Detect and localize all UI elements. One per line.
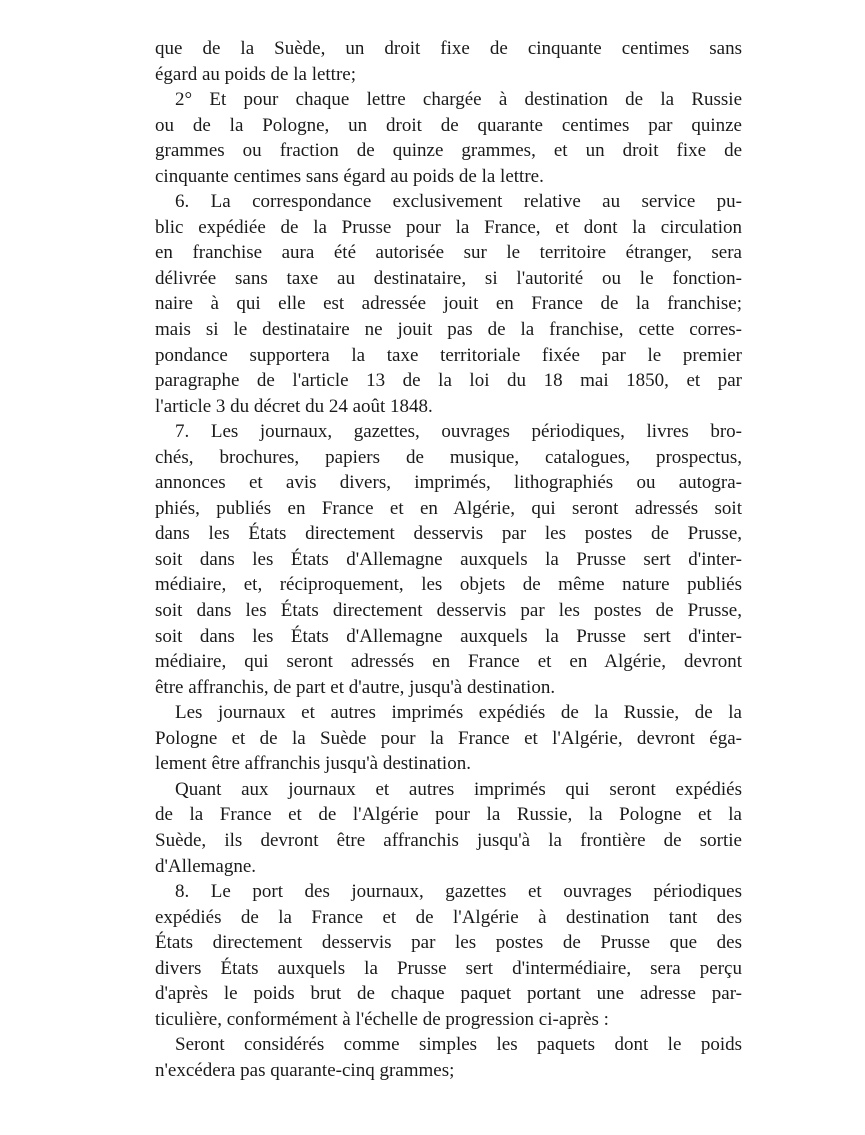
text-line: chés, brochures, papiers de musique, catalogues, prospectus, — [155, 446, 742, 468]
text-line: pondance supportera la taxe territoriale fixée par le premier — [155, 344, 742, 366]
text-line: grammes ou fraction de quinze grammes, et un droit fixe de — [155, 140, 742, 162]
text-line: n'excédera pas quarante-cinq grammes; — [155, 1059, 455, 1081]
text-line: divers États auxquels la Prusse sert d'intermédiaire, sera perçu — [155, 957, 742, 979]
text-line: délivrée sans taxe au destinataire, si l'autorité ou le fonction- — [155, 267, 742, 289]
text-line: d'Allemagne. — [155, 855, 257, 877]
text-line: Pologne et de la Suède pour la France et l'Algérie, devront éga- — [155, 727, 742, 749]
text-line: 2° Et pour chaque lettre chargée à destination de la Russie — [175, 89, 742, 111]
text-line: États directement desservis par les postes de Prusse que des — [155, 932, 742, 954]
text-line: cinquante centimes sans égard au poids de la lettre. — [155, 165, 544, 187]
text-line: lement être affranchis jusqu'à destination. — [155, 753, 471, 775]
text-line: Quant aux journaux et autres imprimés qui seront expédiés — [175, 778, 742, 800]
text-line: de la France et de l'Algérie pour la Russie, la Pologne et la — [155, 804, 742, 826]
text-line: l'article 3 du décret du 24 août 1848. — [155, 395, 433, 417]
text-line: en franchise aura été autorisée sur le territoire étranger, sera — [155, 242, 742, 264]
text-line: soit dans les États d'Allemagne auxquels la Prusse sert d'inter- — [155, 625, 742, 647]
text-line: 8. Le port des journaux, gazettes et ouvrages périodiques — [175, 881, 742, 903]
text-line: soit dans les États d'Allemagne auxquels la Prusse sert d'inter- — [155, 548, 742, 570]
text-line: d'après le poids brut de chaque paquet portant une adresse par- — [155, 983, 742, 1005]
text-line: paragraphe de l'article 13 de la loi du 18 mai 1850, et par — [155, 370, 742, 392]
text-line: dans les États directement desservis par les postes de Prusse, — [155, 523, 742, 545]
text-line: médiaire, et, réciproquement, les objets de même nature publiés — [155, 574, 742, 596]
text-line: être affranchis, de part et d'autre, jusqu'à destination. — [155, 676, 556, 698]
text-line: Les journaux et autres imprimés expédiés de la Russie, de la — [175, 702, 742, 724]
text-line: médiaire, qui seront adressés en France et en Algérie, devront — [155, 651, 742, 673]
text-line: Suède, ils devront être affranchis jusqu'à la frontière de sortie — [155, 829, 742, 851]
text-line: égard au poids de la lettre; — [155, 63, 357, 85]
text-line: que de la Suède, un droit fixe de cinquante centimes sans — [155, 38, 742, 59]
text-line: 6. La correspondance exclusivement relative au service pu- — [175, 191, 742, 213]
body-text — [155, 36, 742, 1083]
text-line: ticulière, conformément à l'échelle de progression ci-après : — [155, 1008, 609, 1030]
text-line: blic expédiée de la Prusse pour la France, et dont la circulation — [155, 216, 742, 238]
text-line: annonces et avis divers, imprimés, lithographiés ou autogra- — [155, 472, 742, 494]
text-line: ou de la Pologne, un droit de quarante centimes par quinze — [155, 114, 742, 136]
text-line: 7. Les journaux, gazettes, ouvrages périodiques, livres bro- — [175, 421, 742, 443]
text-line: Seront considérés comme simples les paquets dont le poids — [175, 1034, 742, 1056]
text-line: expédiés de la France et de l'Algérie à destination tant des — [155, 906, 742, 928]
text-line: phiés, publiés en France et en Algérie, qui seront adressés soit — [155, 497, 742, 519]
text-line: soit dans les États directement desservis par les postes de Prusse, — [155, 600, 742, 622]
text-line: naire à qui elle est adressée jouit en France de la franchise; — [155, 293, 742, 315]
text-line: mais si le destinataire ne jouit pas de la franchise, cette corres- — [155, 319, 742, 341]
